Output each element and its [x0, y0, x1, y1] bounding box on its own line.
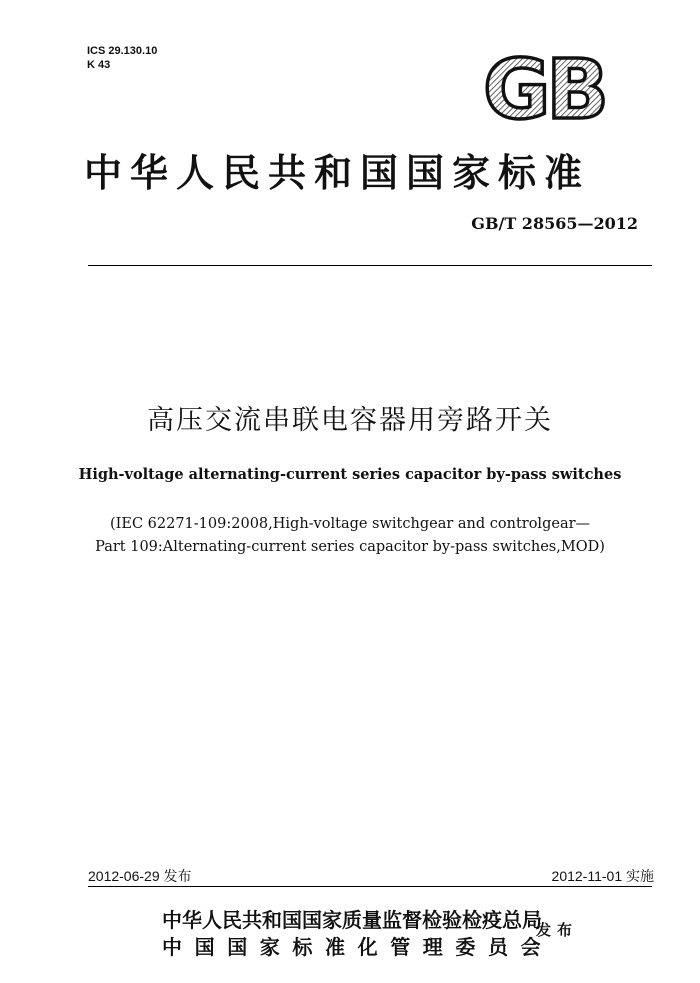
iec-reference	[0, 513, 700, 559]
effective-date: 2012-11-01 实施	[551, 868, 654, 884]
iec-reference-line-1: (IEC 62271-109:2008,High-voltage switchgear and controlgear—	[109, 516, 591, 532]
publish-label: 发布	[536, 921, 579, 939]
issue-date: 2012-06-29 发布	[88, 868, 192, 884]
standard-number: GB/T 28565—2012	[471, 214, 638, 233]
issuer-line-1: 中华人民共和国国家质量监督检验检疫总局	[162, 908, 542, 932]
svg-text:GB: GB	[483, 50, 605, 128]
standard-body-title: 中华人民共和国国家标准	[84, 150, 591, 195]
top-divider	[88, 265, 652, 266]
iec-reference-line-2: Part 109:Alternating-current series capacitor by-pass switches,MOD)	[95, 539, 605, 555]
issuer-line-2: 中国国家标准化管理委员会	[162, 935, 554, 959]
classification-codes	[87, 44, 157, 72]
bottom-divider	[88, 886, 652, 887]
chinese-title: 高压交流串联电容器用旁路开关	[147, 405, 553, 436]
english-title: High-voltage alternating-current series capacitor by-pass switches	[78, 466, 622, 483]
ics-code: ICS 29.130.10	[87, 45, 158, 57]
class-code: K 43	[87, 59, 111, 71]
gb-logo	[474, 50, 614, 128]
